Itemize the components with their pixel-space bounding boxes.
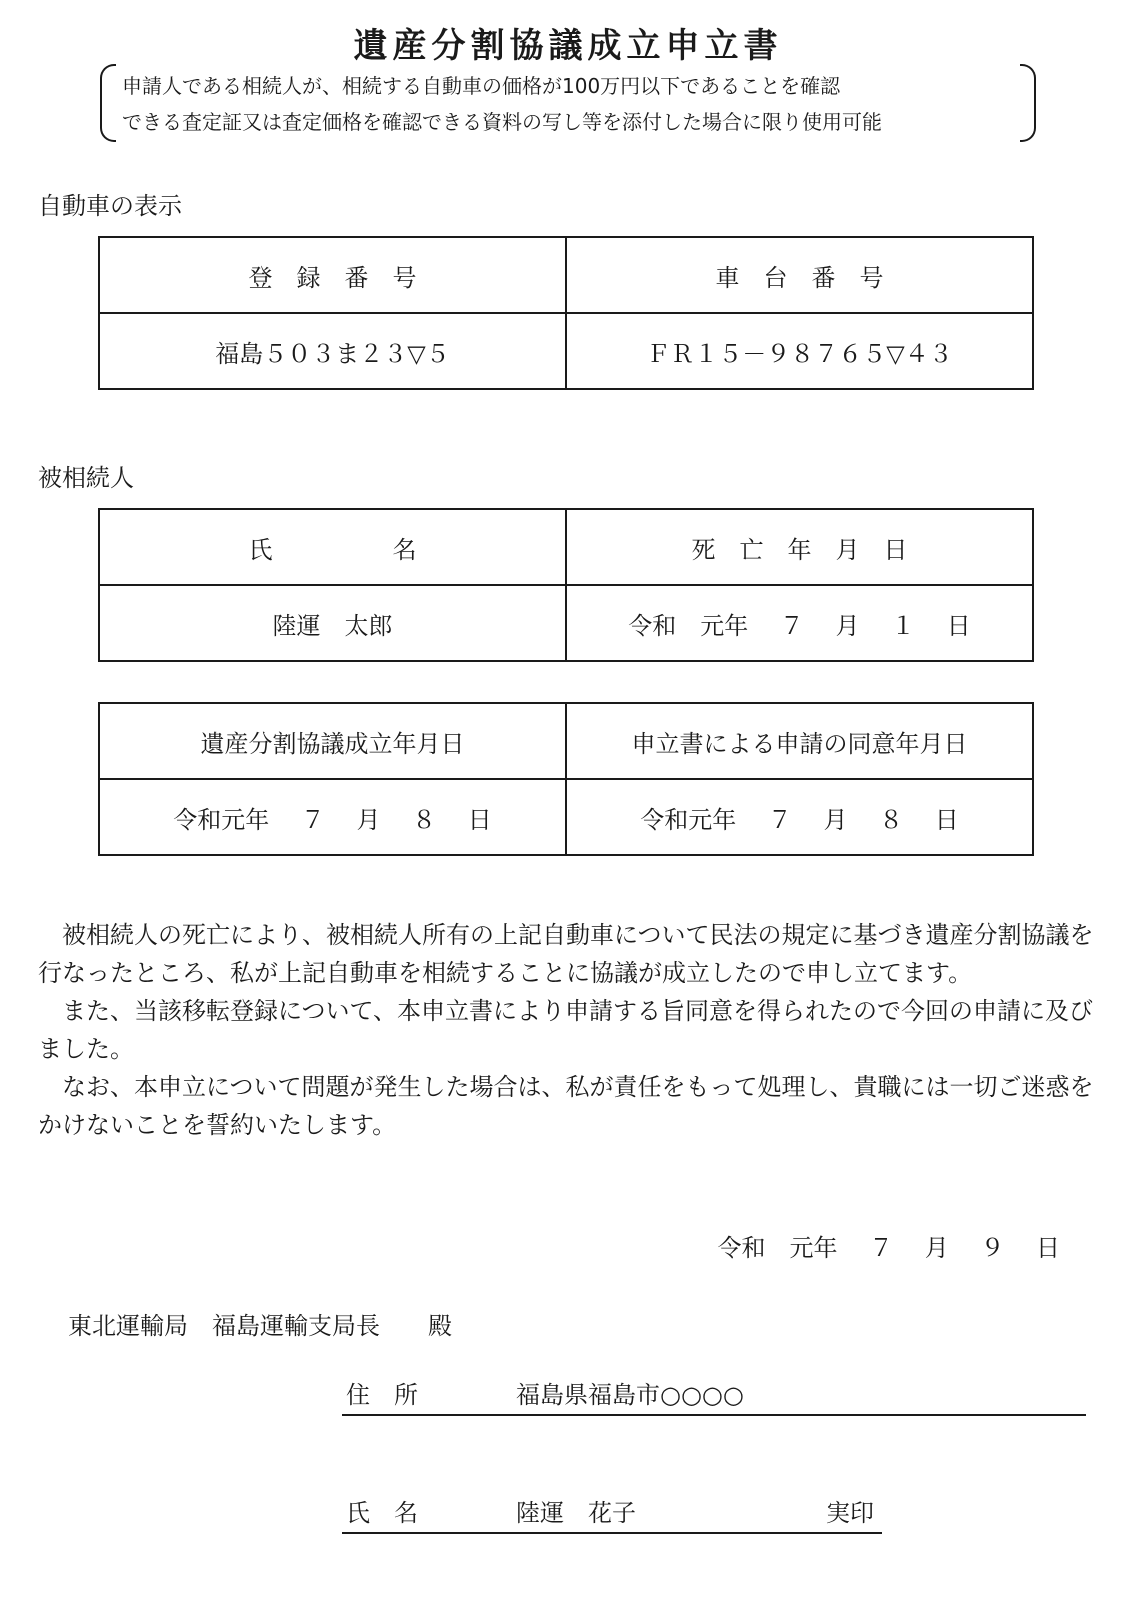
declaration-paragraph-3: なお、本申立について問題が発生した場合は、私が責任をもって処理し、貴職には一切ご迷惑をかけないことを誓約いたします。 [38,1073,1094,1139]
agreement-date-header: 遺産分割協議成立年月日 [99,703,566,779]
declaration-body [38,916,1102,1144]
vehicle-section-label: 自動車の表示 [38,192,182,220]
decedent-name-header: 氏 名 [99,509,566,585]
declaration-paragraph-2: また、当該移転登録について、本申立書により申請する旨同意を得られたので今回の申請に及びました。 [38,997,1094,1063]
table-row [99,509,1033,585]
table-row [99,585,1033,661]
document-date: 令和 元年 ７ 月 ９ 日 [717,1234,1060,1262]
decedent-section-label: 被相続人 [38,464,134,492]
table-row [99,313,1033,389]
addressee: 東北運輸局 福島運輸支局長 殿 [68,1312,452,1340]
consent-date-header: 申立書による申請の同意年月日 [566,703,1033,779]
agreement-date-value: 令和元年 ７ 月 ８ 日 [99,779,566,855]
registration-number-header: 登 録 番 号 [99,237,566,313]
applicant-address-line [342,1374,1086,1416]
note-line-2: できる査定証又は査定価格を確認できる資料の写し等を添付した場合に限り使用可能 [122,110,882,134]
address-label: 住 所 [346,1381,418,1409]
name-label: 氏 名 [346,1499,418,1527]
decedent-name-value: 陸運 太郎 [99,585,566,661]
address-value: 福島県福島市○○○○ [516,1381,744,1409]
table-row [99,237,1033,313]
agreement-table [98,702,1034,856]
document-title: 遺産分割協議成立申立書 [353,26,783,66]
chassis-number-header: 車 台 番 号 [566,237,1033,313]
note-bracket-left [100,64,116,142]
usage-note [100,64,1036,142]
table-row [99,779,1033,855]
note-bracket-right [1020,64,1036,142]
applicant-name-line [342,1492,882,1534]
death-date-header: 死 亡 年 月 日 [566,509,1033,585]
seal-label: 実印 [826,1499,874,1527]
consent-date-value: 令和元年 ７ 月 ８ 日 [566,779,1033,855]
note-line-1: 申請人である相続人が、相続する自動車の価格が100万円以下であることを確認 [122,74,841,98]
death-date-value: 令和 元年 ７ 月 １ 日 [566,585,1033,661]
decedent-table [98,508,1034,662]
chassis-number-value: ＦＲ１５－９８７６５▽４３ [566,313,1033,389]
table-row [99,703,1033,779]
vehicle-table [98,236,1034,390]
declaration-paragraph-1: 被相続人の死亡により、被相続人所有の上記自動車について民法の規定に基づき遺産分割協議を行なったところ、私が上記自動車を相続することに協議が成立したので申し立てます。 [38,921,1094,987]
name-value: 陸運 花子 [516,1499,636,1527]
registration-number-value: 福島５０３ま２３▽５ [99,313,566,389]
